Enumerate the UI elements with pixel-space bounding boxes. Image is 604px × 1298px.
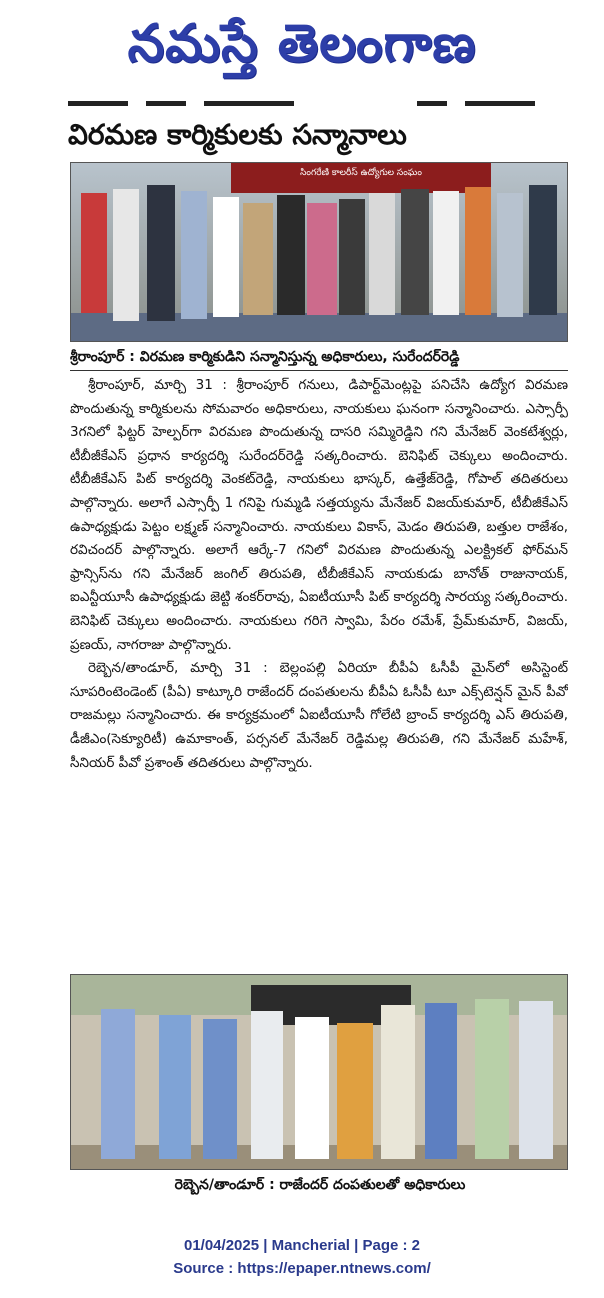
article-headline: విరమణ కార్మికులకు సన్మానాలు <box>68 118 407 151</box>
footer-dateline: 01/04/2025 | Mancherial | Page : 2 <box>183 1237 421 1254</box>
photo-retirement-felicitation-srirampur <box>70 162 568 342</box>
photo-officials-with-couple-rebbena <box>70 974 568 1170</box>
photo-caption-2: రెబ్బెన/తాండూర్ : రాజేందర్ దంపతులతో అధికారులు <box>174 1177 466 1193</box>
group-photo-1 <box>71 163 567 341</box>
caption-divider <box>70 370 568 371</box>
footer-source-link[interactable]: Source : https://epaper.ntnews.com/ <box>173 1260 431 1277</box>
article-paragraph-rebbena: రెబ్బెన/తాండూర్, మార్చి 31 : బెల్లంపల్లి ఏరియా బీపీఏ ఓసీపీ మైన్‌లో అసిస్టెంట్ సూపరింటెండెంట్ (పీఏ) కాట్కూరి రాజేందర్ దంపతులను బీపీఏ ఓసీపీ టూ ఎక్స్‌టెన్షన్ మైన్ పీవో రాజమల్లు సన్మానించారు. ఈ కార్యక్రమంలో ఏఐటీయూసీ గోలేటి బ్రాంచ్ కార్యదర్శి ఎస్ తిరుపతి, డీజీఎం(సెక్యూరిటీ) ఉమాకాంత్, పర్సనల్ మేనేజర్ రెడ్డిమల్ల తిరుపతి, గని మేనేజర్ మహేశ్, సీనియర్ పీవో ప్రశాంత్ తదితరులు పాల్గొన్నారు. <box>70 660 568 771</box>
article-paragraph-srirampur: శ్రీరాంపూర్, మార్చి 31 : శ్రీరాంపూర్ గనులు, డిపార్ట్‌మెంట్లపై పనిచేసి ఉద్యోగ విరమణ పొందుతున్న కార్మికులను సోమవారం అధికారులు, నాయకులు ఘనంగా సన్మానించారు. ఎస్సార్పీ 3గనిలో ఫిట్టర్ హెల్పర్‌గా విరమణ పొందుతున్న దాసరి సమ్మిరెడ్డిని గని మేనేజర్ వెంకటేశ్వర్లు, టీబీజీకేఎస్ ప్రధాన కార్యదర్శి సురేందర్‌రెడ్డి సత్కరించారు. బెనిఫిట్ చెక్కులు అందించారు. టీబీజీకేఎస్ పిట్ కార్యదర్శి వెంకట్‌రెడ్డి, నాయకులు భాస్కర్, ఉత్తేజ్‌రెడ్డి, గోపాల్ తదితరులు పాల్గొన్నారు. అలాగే ఎస్సార్పీ 1 గనిపై గుమ్మడి సత్తయ్యను మేనేజర్ విజయ్‌కుమార్, టీబీజీకేఎస్ ఉపాధ్యక్షుడు పెట్టం లక్ష్మణ్ సన్మానించారు. నాయకులు వికాస్, మెడం తిరుపతి, బత్తుల రాజేశం, రవిచందర్ పాల్గొన్నారు. అలాగే ఆర్కే-7 గనిలో విరమణ పొందుతున్న ఎలక్ట్రికల్ ఫోర్‌మన్ ఫ్రాన్సిస్‌ను గని మేనేజర్ జంగిల్ తిరుపతి, టీబీజీకేఎస్ నాయకుడు బానోత్ రాజునాయక్, ఐఎన్టీయూసీ ఉపాధ్యక్షుడు జెట్టి శంకర్‌రావు, ఏఐటీయూసీ పిట్ కార్యదర్శి సారయ్య సత్కరించారు. బెనిఫిట్ చెక్కులు అందించారు. నాయకులు గరిగె స్వామి, పేరం రమేశ్, ప్రేమ్‌కుమార్, విజయ్, ప్రణయ్, నాగరాజు పాల్గొన్నారు. <box>70 377 568 653</box>
article-body <box>70 374 568 968</box>
people-row <box>81 185 557 321</box>
people-row-2 <box>101 999 553 1159</box>
union-banner-text: సింగరేణి కాలరీస్ ఉద్యోగుల సంఘం <box>300 168 422 178</box>
clipped-previous-article <box>68 92 568 106</box>
photo-caption-1: శ్రీరాంపూర్ : విరమణ కార్మికుడిని సన్మానిస్తున్న అధికారులు, సురేందర్‌రెడ్డి <box>70 349 460 365</box>
masthead-logo: నమస్తే తెలంగాణ <box>127 14 477 74</box>
group-photo-2 <box>71 975 567 1169</box>
